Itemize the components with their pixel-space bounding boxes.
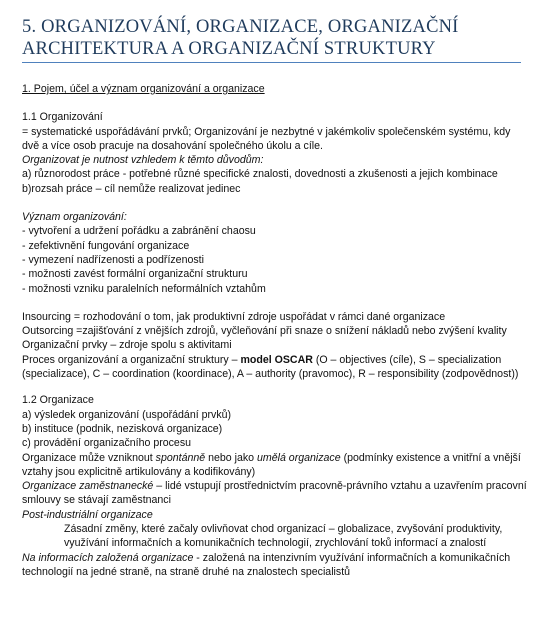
infobased-term: Na informacích založená organizace: [22, 551, 194, 564]
outsourcing-paragraph: Outsorcing =zajišťování z vnějších zdrojů, vyčleňování při snaze o snížení nákladů nebo zvýšení kvality: [22, 325, 507, 338]
infobased-post: - založená na intenzivním využívání informačních a komunikačních technologií na jedné straně, na straně druhé na znalostech specialistů: [22, 551, 511, 578]
reasons-heading: Organizovat je nutnost vzhledem k těmto důvodům:: [22, 154, 264, 167]
origin-paragraph: [22, 451, 527, 480]
infobased-paragraph: [22, 551, 527, 580]
origin-post: (podmínky existence a vnitřní a vnější vztahy jsou explicitně artikulovány a kodifikovány): [22, 451, 521, 478]
elements-paragraph: Organizační prvky – zdroje spolu s aktivitami: [22, 339, 232, 352]
employee-term: Organizace zaměstnanecké: [22, 480, 154, 493]
subsection-heading-organizovani: 1.1 Organizování: [22, 111, 103, 124]
origin-artificial: umělá organizace: [257, 451, 341, 464]
subsection-heading-organizace: 1.2 Organizace: [22, 394, 94, 407]
oscar-pre: Proces organizování a organizační struktury –: [22, 353, 241, 366]
origin-spontaneous: spontánně: [155, 451, 206, 464]
oscar-model-name: model OSCAR: [240, 353, 313, 366]
origin-pre: Organizace může vzniknout: [22, 451, 156, 464]
definition-paragraph: = systematické uspořádávání prvků; Organizování je nezbytné v jakémkoliv společenském systému, kdy dvě a více osob pracuje na dosahování společného úkolu a cíle.: [22, 125, 511, 152]
document-title: [22, 16, 522, 60]
section-heading: 1. Pojem, účel a význam organizování a organizace: [22, 83, 265, 95]
employee-post: – lidé vstupují prostřednictvím pracovně-právního vztahu a uzavřením pracovní smlouvy se stávají zaměstnanci: [22, 480, 527, 507]
meaning-item: - vytvoření a udržení pořádku a zabránění chaosu: [22, 225, 256, 238]
organizace-item: c) provádění organizačního procesu: [22, 437, 192, 450]
title-underline-rule: [22, 62, 521, 63]
employee-paragraph: [22, 479, 527, 508]
title-line-2: ARCHITEKTURA A ORGANIZAČNÍ STRUKTURY: [22, 39, 436, 59]
insourcing-paragraph: Insourcing = rozhodování o tom, jak produktivní zdroje uspořádat v rámci dané organizace: [22, 310, 446, 323]
title-line-1: 5. ORGANIZOVÁNÍ, ORGANIZACE, ORGANIZAČNÍ: [22, 17, 459, 37]
meaning-item: - možnosti zavést formální organizační strukturu: [22, 268, 248, 281]
meaning-heading: Význam organizování:: [22, 211, 127, 224]
reason-b: b)rozsah práce – cíl nemůže realizovat jedinec: [22, 182, 241, 195]
meaning-item: - zefektivnění fungování organizace: [22, 239, 190, 252]
organizace-item: b) instituce (podnik, nezisková organizace): [22, 422, 223, 435]
postindustrial-paragraph: Zásadní změny, které začaly ovlivňovat chod organizací – globalizace, zvyšování produktivity, využívání informačních a komunikačních technologií, zrychlování toků informací a znalostí: [64, 523, 503, 550]
oscar-post: (O – objectives (cíle), S – specialization (specializace), C – coordination (koordinace), A – authority (pravomoc), R – responsibility (zodpovědnost)): [22, 353, 519, 381]
reason-a: a) různorodost práce - potřebné různé specifické znalosti, dovednosti a zkušenosti a jejich kombinace: [22, 168, 498, 181]
meaning-item: - vymezení nadřízenosti a podřízenosti: [22, 253, 204, 266]
document-body: [22, 82, 527, 579]
postindustrial-heading: Post-industriální organizace: [22, 508, 153, 521]
meaning-item: - možnosti vzniku paralelních neformálních vztahům: [22, 282, 266, 295]
origin-mid: nebo jako: [205, 451, 257, 464]
organizace-item: a) výsledek organizování (uspořádání prvků): [22, 408, 232, 421]
oscar-paragraph: [22, 353, 527, 382]
